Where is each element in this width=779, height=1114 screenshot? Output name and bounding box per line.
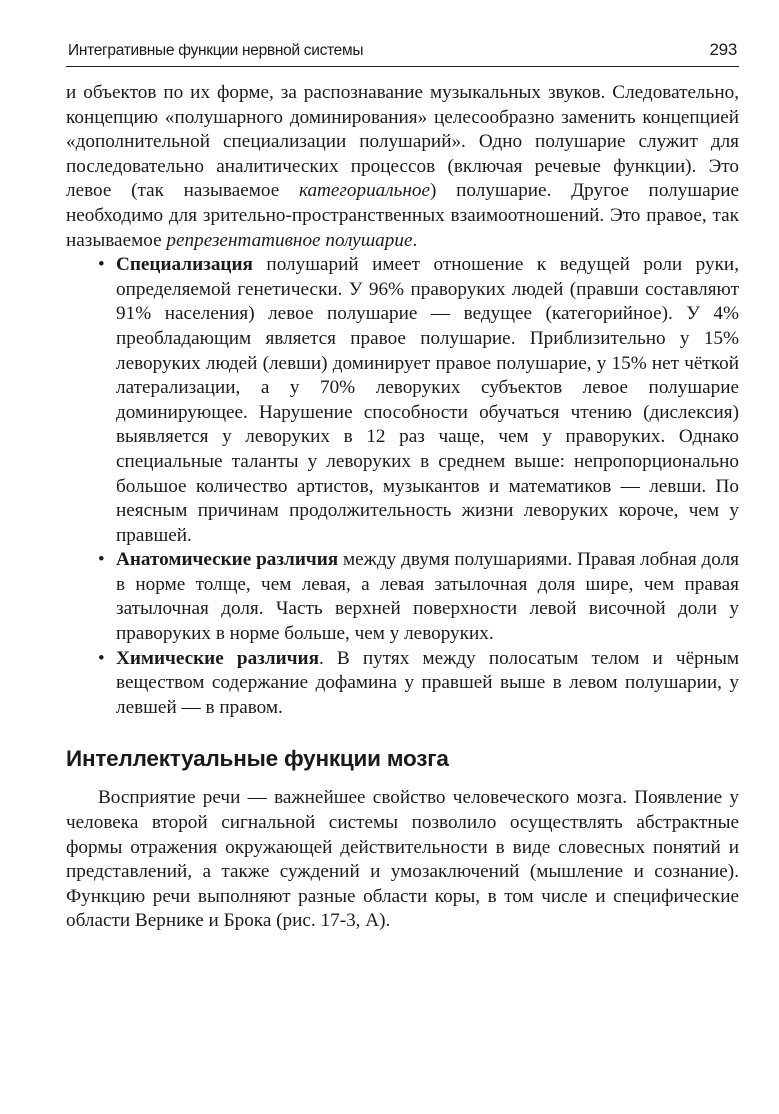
bullet-text: полушарий имеет отношение к ведущей роли руки, определяемой генетически. У 96% праворуких людей (правши составляют 91% населения) левое полушарие — ведущее (категорийное). У 4% преобладающим является правое полушарие. Приблизительно у 15% леворуких людей (левши) доминирует правое полушарие, у 15% нет чёткой латерализации, а у 70% леворуких субъектов левое полушарие доминирующее. Нарушение способности обучаться чтению (дислексия) выявляется у леворуких в 12 раз чаще, чем у праворуких. Однако специальные таланты у леворуких в среднем выше: непропорционально большое количество артистов, музыкантов и математиков — левши. По неясным причинам продолжительность жизни леворуких короче, чем у правшей. (116, 254, 739, 546)
bullet-marker: • (98, 647, 105, 669)
bullet-term: Химические различия (116, 647, 319, 669)
section-heading: Интеллектуальные функции мозга (66, 746, 449, 772)
bullet-marker: • (98, 254, 105, 276)
intro-paragraph (66, 81, 739, 253)
list-item (66, 548, 739, 646)
book-page (66, 40, 739, 934)
bullet-marker: • (98, 549, 105, 571)
bullet-text: между двумя полушариями. Правая лобная доля в норме толще, чем левая, а левая затылочная доля шире, чем правая затылочная доля. Часть верхней поверхности левой височной доли у праворуких в норме больше, чем у леворуких. (116, 549, 739, 645)
bullet-term: Специализация (116, 254, 253, 276)
intro-text-a: и объектов по их форме, за распознавание музыкальных звуков. Следовательно, концепцию «полушарного доминирования» целесообразно заменить концепцией «дополнительной специализации полушарий». Одно полушарие служит для последовательно аналитических процессов (включая речевые функции). Это левое (так называемое (66, 82, 739, 202)
running-header (66, 40, 739, 67)
page-number: 293 (709, 40, 737, 59)
section-paragraph: Восприятие речи — важнейшее свойство человеческого мозга. Появление у человека второй сигнальной системы позволило осуществлять абстрактные формы отражения окружающей действительности в виде словесных понятий и представлений, а также суждений и умозаключений (мышление и сознание). Функцию речи выполняют разные области коры, в том числе и специфические области Вернике и Брока (рис. 17-3, А). (66, 787, 739, 932)
term-categorical: категориальное (298, 180, 431, 202)
list-item (66, 253, 739, 548)
bullet-text: . В путях между полосатым телом и чёрным веществом содержание дофамина у правшей выше в левом полушарии, у левшей — в правом. (116, 647, 739, 718)
list-item (66, 647, 739, 721)
term-representative: репрезентативное полушарие (166, 229, 413, 251)
intro-text-c: . (412, 229, 418, 251)
running-header-title: Интегративные функции нервной системы (68, 42, 364, 59)
bullet-term: Анатомические различия (116, 549, 339, 571)
bullet-list (66, 253, 739, 720)
body-text (66, 81, 739, 934)
intro-text-b: ) полушарие. Другое полушарие необходимо для зрительно-пространственных взаимоотношений. Это правое, так называемое (66, 180, 740, 251)
